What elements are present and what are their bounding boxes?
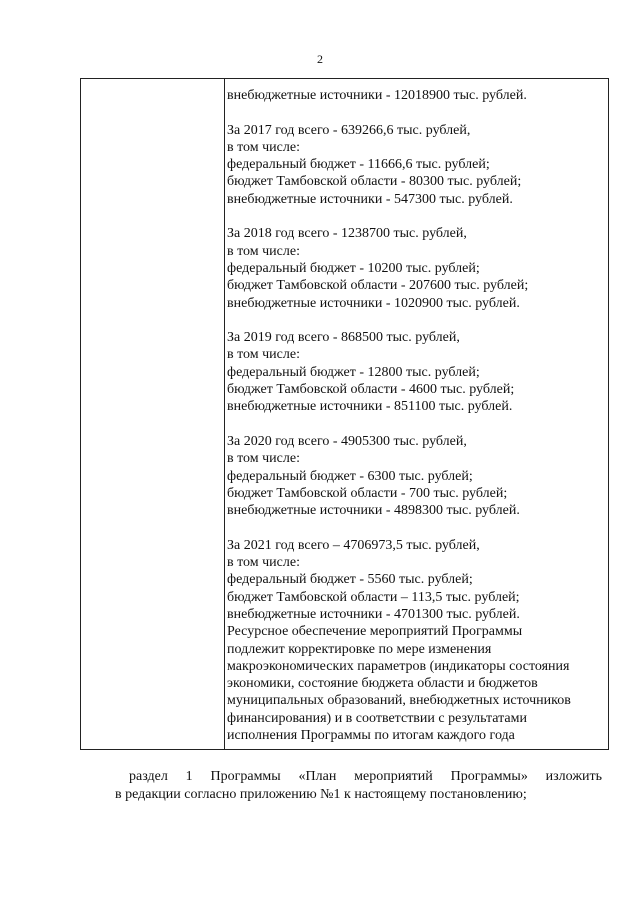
year-extra: внебюджетные источники - 4701300 тыс. рублей. — [227, 606, 520, 622]
year-federal: федеральный бюджет - 6300 тыс. рублей; — [227, 468, 473, 484]
year-regional: бюджет Тамбовской области - 207600 тыс. рублей; — [227, 278, 529, 294]
year-federal: федеральный бюджет - 10200 тыс. рублей; — [227, 260, 480, 276]
year-block-2018 — [227, 225, 604, 311]
year-including: в том числе: — [227, 139, 300, 155]
year-block-2021 — [227, 537, 604, 623]
note-line: финансирования) и в соответствии с результатами — [227, 710, 527, 726]
year-total: За 2017 год всего - 639266,6 тыс. рублей, — [227, 122, 471, 138]
note-line: экономики, состояние бюджета области и бюджетов — [227, 676, 538, 692]
passport-table — [80, 78, 609, 750]
year-regional: бюджет Тамбовской области - 80300 тыс. рублей; — [227, 174, 522, 190]
year-including: в том числе: — [227, 243, 300, 259]
year-including: в том числе: — [227, 555, 300, 571]
year-regional: бюджет Тамбовской области - 700 тыс. рублей; — [227, 485, 508, 501]
resource-note — [227, 623, 604, 744]
year-extra: внебюджетные источники - 1020900 тыс. рублей. — [227, 295, 520, 311]
year-block-2017 — [227, 122, 604, 208]
year-federal: федеральный бюджет - 11666,6 тыс. рублей; — [227, 157, 490, 173]
page-number: 2 — [317, 52, 323, 66]
year-extra: внебюджетные источники - 851100 тыс. рублей. — [227, 399, 513, 415]
year-block-2020 — [227, 433, 604, 519]
note-line: исполнения Программы по итогам каждого года — [227, 727, 515, 743]
year-federal: федеральный бюджет - 5560 тыс. рублей; — [227, 572, 473, 588]
amendment-paragraph-line1: раздел 1 Программы «План мероприятий Программы» изложить — [129, 769, 602, 784]
amendment-paragraph-line2: в редакции согласно приложению №1 к настоящему постановлению; — [115, 787, 527, 802]
year-regional: бюджет Тамбовской области - 4600 тыс. рублей; — [227, 382, 515, 398]
year-block-2019 — [227, 329, 604, 415]
extra-budget-total-line: внебюджетные источники - 12018900 тыс. рублей. — [227, 88, 527, 103]
note-line: Ресурсное обеспечение мероприятий Программы — [227, 624, 523, 640]
year-total: За 2021 год всего – 4706973,5 тыс. рублей, — [227, 537, 480, 553]
year-extra: внебюджетные источники - 4898300 тыс. рублей. — [227, 503, 520, 519]
note-line: муниципальных образований, внебюджетных источников — [227, 693, 571, 709]
note-line: макроэкономических параметров (индикаторы состояния — [227, 658, 570, 674]
year-extra: внебюджетные источники - 547300 тыс. рублей. — [227, 191, 513, 207]
year-federal: федеральный бюджет - 12800 тыс. рублей; — [227, 364, 480, 380]
year-regional: бюджет Тамбовской области – 113,5 тыс. рублей; — [227, 589, 520, 605]
year-total: За 2018 год всего - 1238700 тыс. рублей, — [227, 226, 467, 242]
table-right-column — [227, 87, 604, 744]
table-left-column — [81, 79, 225, 749]
year-total: За 2020 год всего - 4905300 тыс. рублей, — [227, 433, 467, 449]
year-including: в том числе: — [227, 347, 300, 363]
note-line: подлежит корректировке по мере изменения — [227, 641, 492, 657]
year-including: в том числе: — [227, 451, 300, 467]
year-total: За 2019 год всего - 868500 тыс. рублей, — [227, 330, 460, 346]
